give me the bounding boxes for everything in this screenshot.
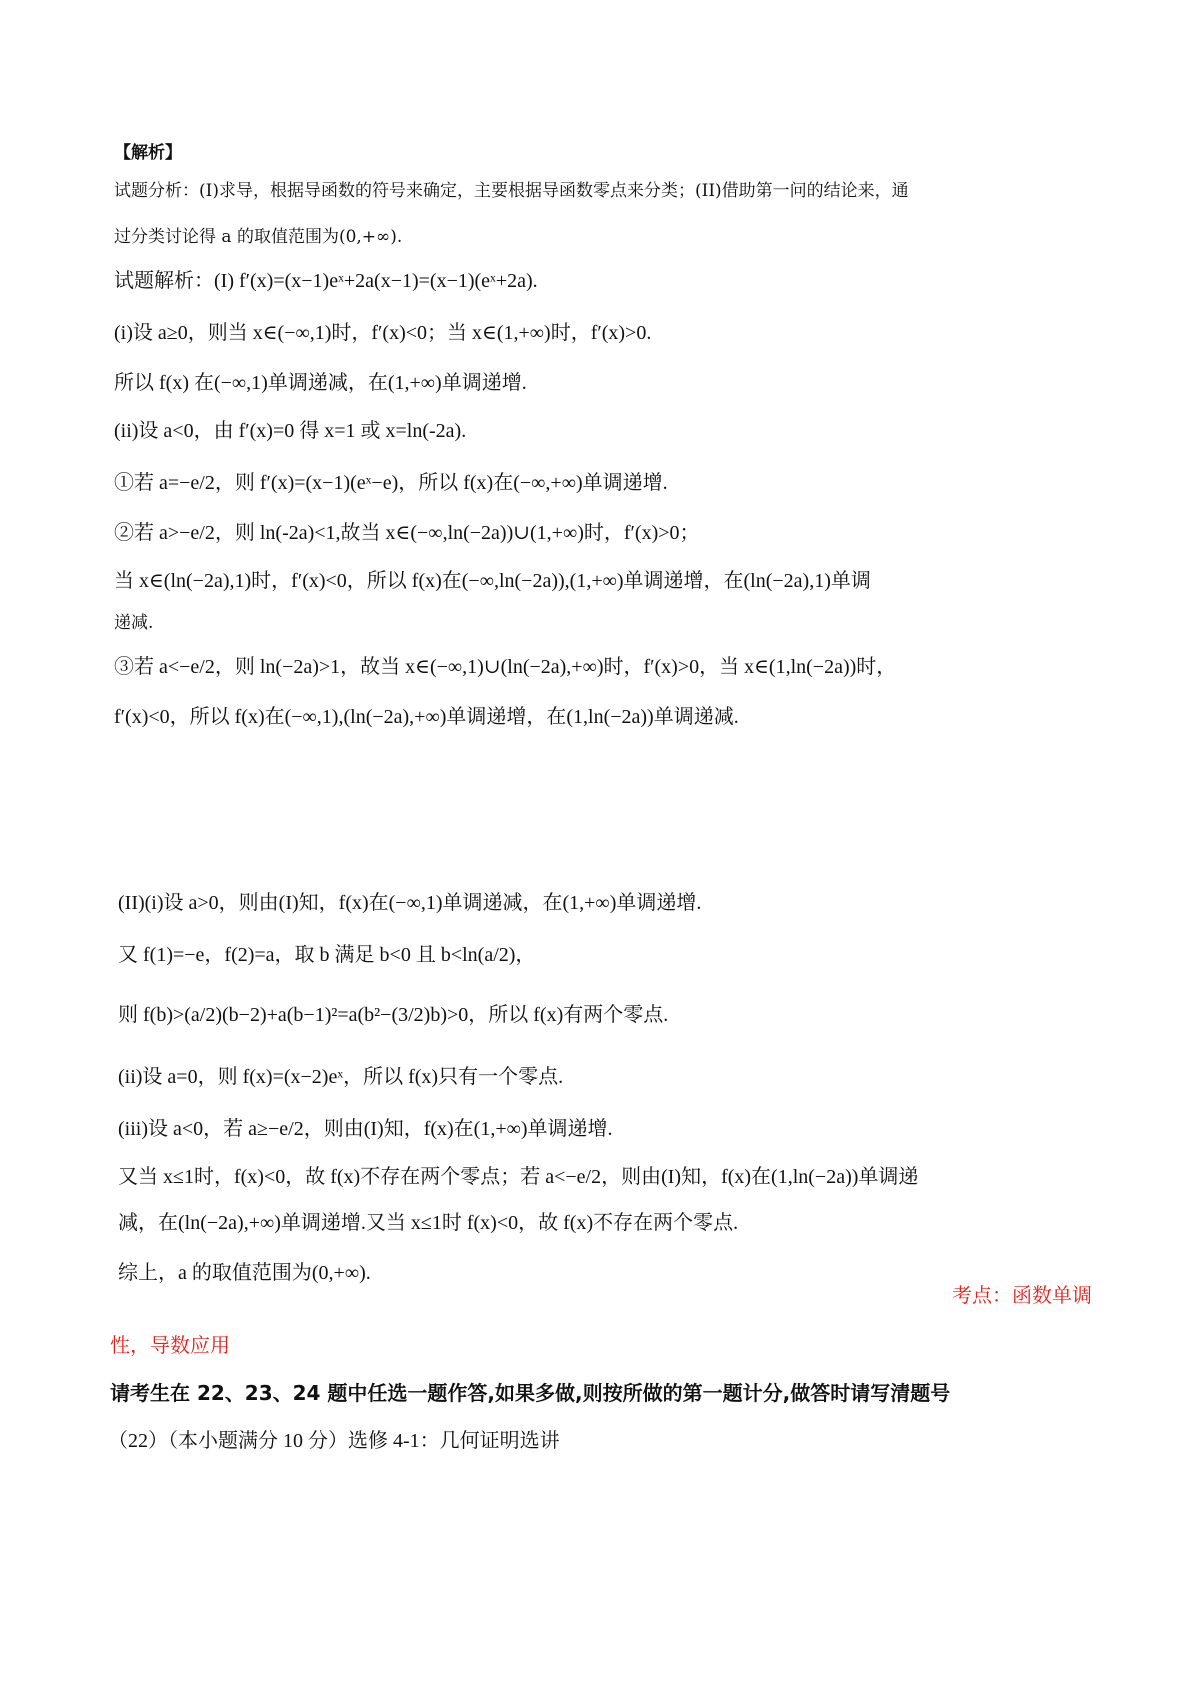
kaodian-label-cont: 性，导数应用 [110, 1335, 230, 1357]
question-22-title: （22）（本小题满分 10 分）选修 4-1：几何证明选讲 [108, 1430, 560, 1452]
solution-line: (II)(i)设 a>0，则由(I)知，f(x)在(−∞,1)单调递减，在(1,+∞)单调递增. [118, 892, 702, 914]
solution-line: 所以 f(x) 在(−∞,1)单调递减，在(1,+∞)单调递增. [114, 372, 527, 394]
analysis-line: 过分类讨论得 a 的取值范围为(0,+∞). [114, 227, 403, 247]
solution-line: 综上，a 的取值范围为(0,+∞). [118, 1262, 371, 1284]
solution-line: ②若 a>−e/2，则 ln(-2a)<1,故当 x∈(−∞,ln(−2a))∪(1,+∞)时，f′(x)>0； [114, 522, 700, 544]
instruction-heading: 请考生在 22、23、24 题中任选一题作答,如果多做,则按所做的第一题计分,做答时请写清题号 [110, 1381, 951, 1405]
solution-line: 试题解析：(I) f′(x)=(x−1)eˣ+2a(x−1)=(x−1)(eˣ+2a). [114, 270, 538, 292]
solution-line: 又 f(1)=−e，f(2)=a，取 b 满足 b<0 且 b<ln(a/2)， [118, 944, 536, 966]
solution-line: (ii)设 a=0，则 f(x)=(x−2)eˣ，所以 f(x)只有一个零点. [118, 1066, 564, 1088]
solution-line: 减，在(ln(−2a),+∞)单调递增.又当 x≤1时 f(x)<0，故 f(x)不存在两个零点. [118, 1212, 739, 1234]
kaodian-label: 考点：函数单调 [952, 1285, 1092, 1307]
solution-line: (iii)设 a<0，若 a≥−e/2，则由(I)知，f(x)在(1,+∞)单调递增. [118, 1118, 613, 1140]
solution-line: 递减. [114, 613, 154, 633]
solution-line: 则 f(b)>(a/2)(b−2)+a(b−1)²=a(b²−(3/2)b)>0，所以 f(x)有两个零点. [118, 1004, 669, 1026]
solution-line: 又当 x≤1时，f(x)<0，故 f(x)不存在两个零点；若 a<−e/2，则由(I)知，f(x)在(1,ln(−2a))单调递 [118, 1166, 919, 1188]
analysis-heading: 【解析】 [114, 143, 182, 163]
solution-line: 当 x∈(ln(−2a),1)时，f′(x)<0，所以 f(x)在(−∞,ln(−2a)),(1,+∞)单调递增，在(ln(−2a),1)单调 [114, 570, 871, 592]
solution-line: ①若 a=−e/2，则 f′(x)=(x−1)(eˣ−e)，所以 f(x)在(−∞,+∞)单调递增. [114, 472, 668, 494]
solution-line: ③若 a<−e/2，则 ln(−2a)>1，故当 x∈(−∞,1)∪(ln(−2a),+∞)时，f′(x)>0，当 x∈(1,ln(−2a))时， [114, 656, 897, 678]
analysis-line: 试题分析：(I)求导，根据导函数的符号来确定，主要根据导函数零点来分类；(II)借助第一问的结论来，通 [114, 181, 909, 201]
solution-line: (i)设 a≥0，则当 x∈(−∞,1)时，f′(x)<0；当 x∈(1,+∞)时，f′(x)>0. [114, 322, 652, 344]
solution-line: f′(x)<0，所以 f(x)在(−∞,1),(ln(−2a),+∞)单调递增，在(1,ln(−2a))单调递减. [114, 706, 739, 728]
solution-line: (ii)设 a<0，由 f′(x)=0 得 x=1 或 x=ln(-2a). [114, 420, 467, 442]
